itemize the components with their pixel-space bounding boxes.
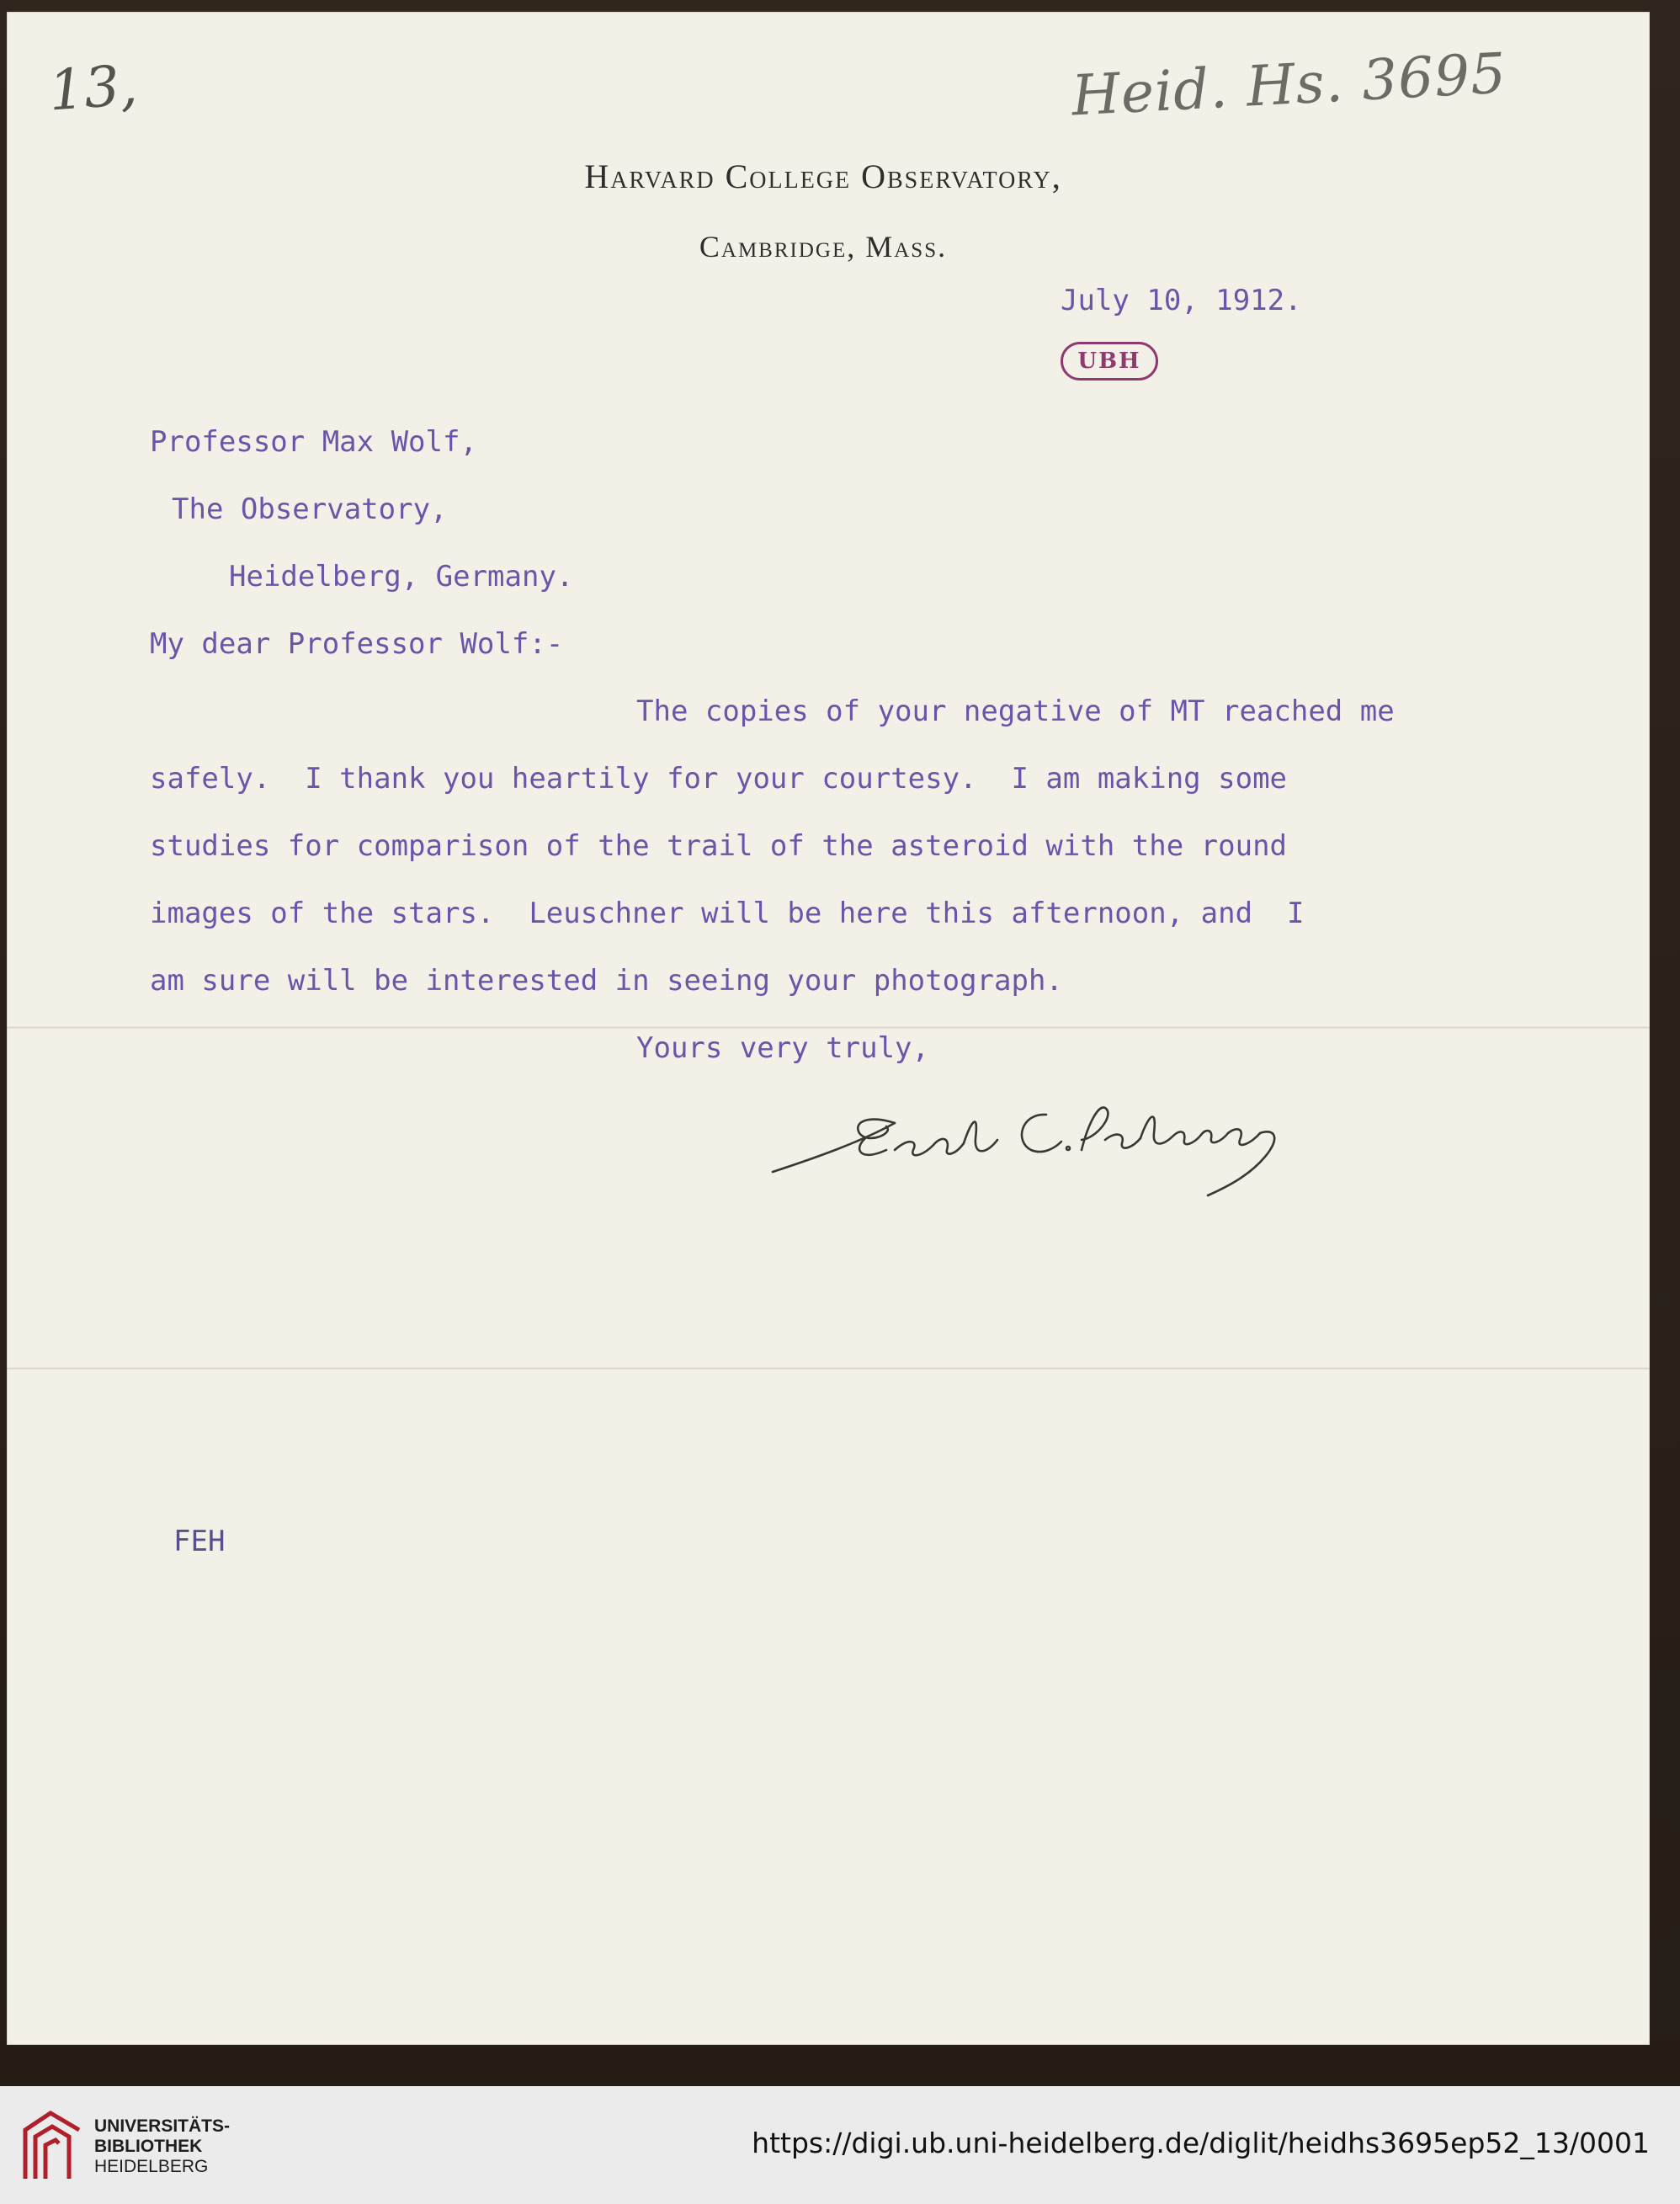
handwritten-signature bbox=[768, 1089, 1328, 1199]
address-line-name: Professor Max Wolf, bbox=[150, 425, 477, 459]
address-line-institution: The Observatory, bbox=[172, 492, 448, 526]
salutation: My dear Professor Wolf:- bbox=[150, 627, 564, 661]
letter-date: July 10, 1912. bbox=[1061, 284, 1302, 317]
letterhead-location: Cambridge, Mass. bbox=[699, 230, 948, 264]
permalink-url[interactable]: https://digi.ub.uni-heidelberg.de/diglit/heidhs3695ep52_13/0001 bbox=[752, 2127, 1650, 2159]
address-line-city: Heidelberg, Germany. bbox=[229, 560, 574, 594]
letter-page bbox=[7, 12, 1650, 2045]
pencil-page-number: 13, bbox=[46, 52, 140, 124]
letterhead-institution: Harvard College Observatory, bbox=[584, 157, 1062, 195]
body-line: safely. I thank you heartily for your courtesy. I am making some bbox=[150, 762, 1288, 796]
body-line: images of the stars. Leuschner will be here this afternoon, and I bbox=[150, 897, 1305, 930]
closing: Yours very truly, bbox=[636, 1031, 929, 1065]
typist-initials: FEH bbox=[173, 1525, 226, 1558]
fold-line bbox=[7, 1026, 1650, 1029]
body-line: am sure will be interested in seeing your photograph. bbox=[150, 964, 1063, 998]
pencil-shelfmark: Heid. Hs. 3695 bbox=[1070, 40, 1508, 129]
body-line: The copies of your negative of MT reached me bbox=[636, 695, 1395, 728]
library-stamp: UBH bbox=[1061, 342, 1158, 381]
fold-line bbox=[7, 1367, 1650, 1370]
library-footer-bar bbox=[0, 2086, 1680, 2204]
body-line: studies for comparison of the trail of the asteroid with the round bbox=[150, 829, 1288, 863]
university-library-logo-icon bbox=[19, 2101, 86, 2189]
library-name: UNIVERSITÄTS- BIBLIOTHEK HEIDELBERG bbox=[94, 2116, 231, 2177]
